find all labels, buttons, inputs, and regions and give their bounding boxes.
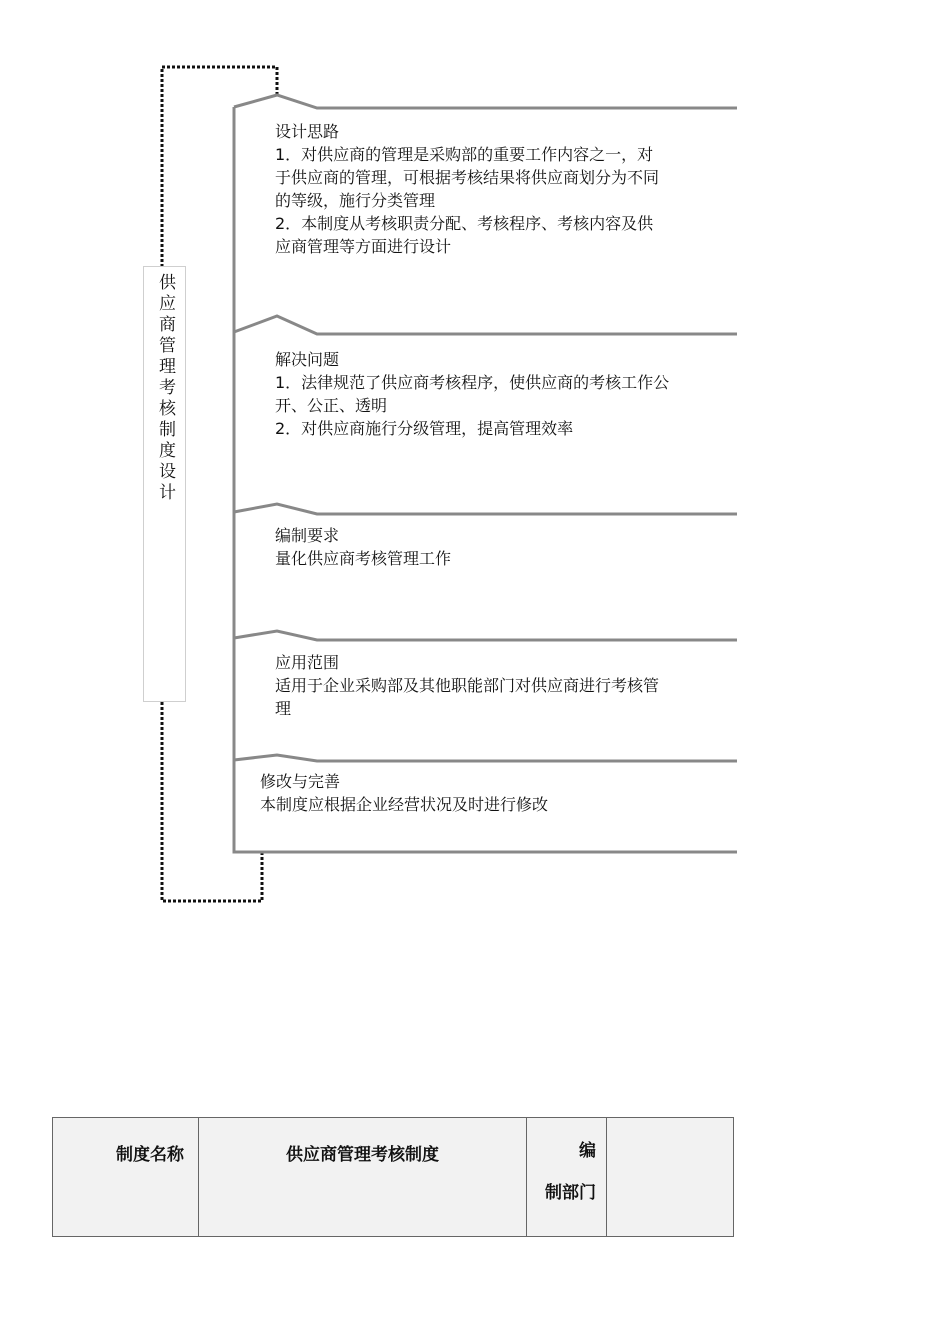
policy-info-table — [52, 1117, 734, 1237]
policy-name-value: 供应商管理考核制度 — [199, 1118, 527, 1237]
section-design-approach — [275, 120, 659, 258]
divider-1 — [234, 95, 737, 108]
table-row — [53, 1118, 734, 1237]
section-title: 解决问题 — [275, 350, 340, 369]
section-title: 修改与完善 — [260, 772, 341, 791]
divider-5 — [234, 755, 737, 761]
section-scope — [275, 651, 659, 720]
section-requirements — [275, 524, 451, 570]
divider-2 — [234, 316, 737, 334]
department-label — [527, 1118, 607, 1237]
section-title: 设计思路 — [275, 122, 340, 141]
side-label-box — [143, 266, 186, 702]
side-label-text: 供应商管理考核制度设计 — [155, 273, 175, 504]
section-title: 编制要求 — [275, 526, 340, 545]
section-problems-solved — [275, 348, 669, 440]
policy-name-label: 制度名称 — [53, 1118, 199, 1237]
section-title: 应用范围 — [275, 653, 340, 672]
section-body: 适用于企业采购部及其他职能部门对供应商进行考核管 理 — [275, 676, 660, 718]
divider-3 — [234, 504, 737, 514]
department-value — [607, 1118, 734, 1237]
divider-4 — [234, 631, 737, 640]
section-body: 量化供应商考核管理工作 — [275, 549, 452, 568]
section-revision — [260, 770, 548, 816]
section-body: 1．法律规范了供应商考核程序，使供应商的考核工作公 开、公正、透明 2．对供应商施行分级管理，提高管理效率 — [275, 373, 670, 438]
section-body: 1．对供应商的管理是采购部的重要工作内容之一，对 于供应商的管理，可根据考核结果将供应商划分为不同 的等级，施行分类管理 2．本制度从考核职责分配、考核程序、考核内容及供 应商管理等方面进行设计 — [275, 145, 660, 256]
department-label-text: 编 制部门 — [545, 1141, 596, 1203]
section-body: 本制度应根据企业经营状况及时进行修改 — [260, 795, 549, 814]
